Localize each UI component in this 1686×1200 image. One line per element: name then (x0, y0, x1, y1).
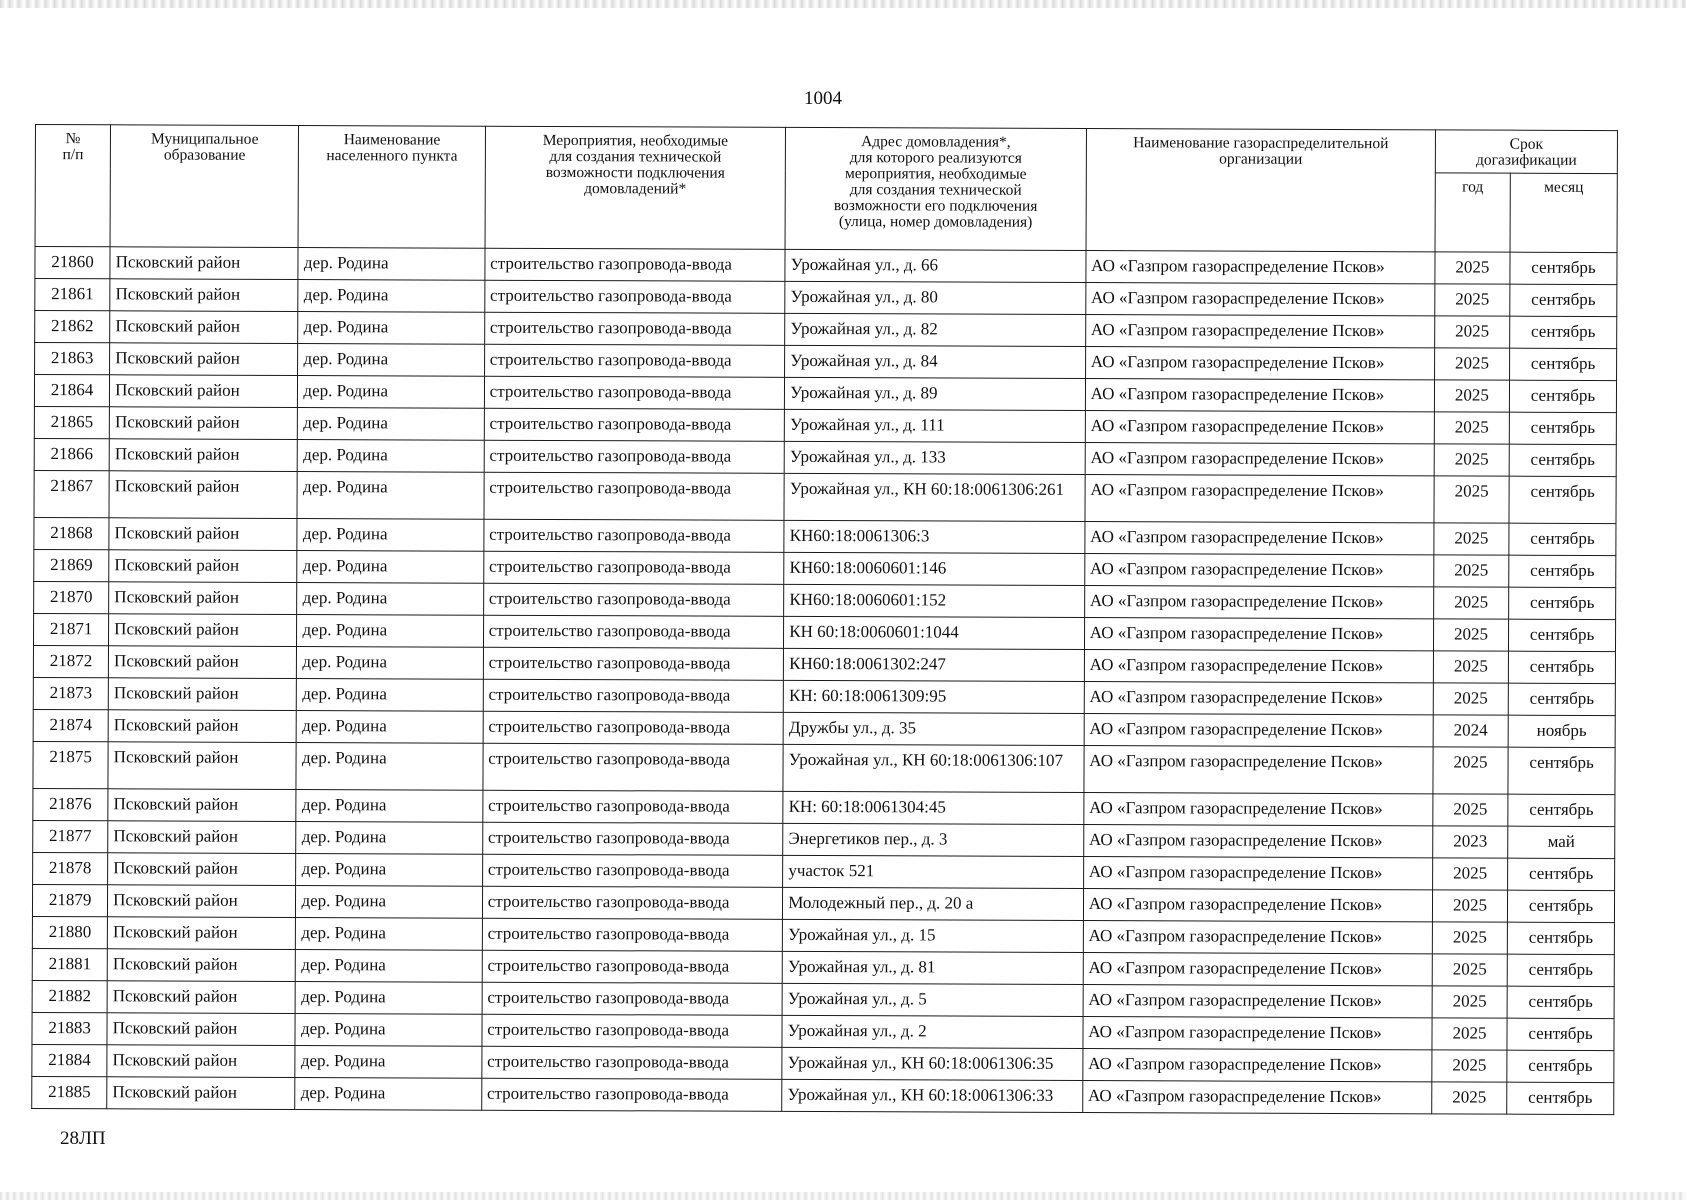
cell-municipality: Псковский район (109, 614, 297, 647)
cell-num: 21884 (32, 1044, 107, 1076)
cell-measure: строительство газопровода-ввода (482, 886, 783, 919)
cell-month: сентябрь (1510, 284, 1617, 316)
cell-address: КН60:18:0061302:247 (784, 648, 1085, 681)
cell-num: 21879 (32, 884, 107, 916)
cell-settlement: дер. Родина (297, 647, 483, 680)
cell-settlement: дер. Родина (297, 583, 483, 616)
cell-municipality: Псковский район (107, 1077, 295, 1110)
cell-year: 2024 (1433, 715, 1508, 747)
cell-settlement: дер. Родина (298, 408, 484, 441)
cell-year: 2025 (1432, 1082, 1507, 1114)
col-header-settlement: Наименование населенного пункта (298, 126, 485, 249)
cell-measure: строительство газопровода-ввода (483, 790, 784, 823)
cell-settlement: дер. Родина (296, 950, 482, 983)
cell-organization: АО «Газпром газораспределение Псков» (1085, 475, 1434, 523)
cell-settlement: дер. Родина (298, 248, 484, 281)
cell-measure: строительство газопровода-ввода (482, 950, 783, 983)
cell-organization: АО «Газпром газораспределение Псков» (1083, 953, 1432, 986)
cell-municipality: Псковский район (108, 821, 296, 854)
cell-month: сентябрь (1507, 954, 1614, 986)
cell-organization: АО «Газпром газораспределение Псков» (1085, 379, 1434, 412)
cell-num: 21881 (32, 948, 107, 980)
cell-num: 21861 (35, 279, 110, 311)
cell-num: 21885 (32, 1076, 107, 1108)
cell-settlement: дер. Родина (297, 472, 483, 520)
scan-edge-bottom (0, 1192, 1686, 1200)
cell-num: 21878 (33, 852, 108, 884)
cell-num: 21872 (33, 645, 108, 677)
cell-address: КН60:18:0060601:152 (784, 584, 1085, 617)
cell-month: сентябрь (1509, 444, 1616, 476)
cell-num: 21868 (34, 517, 109, 549)
cell-num: 21880 (32, 916, 107, 948)
table-body (32, 247, 1617, 1115)
cell-month: сентябрь (1509, 619, 1616, 651)
cell-month: сентябрь (1508, 651, 1615, 683)
cell-year: 2025 (1432, 986, 1507, 1018)
col-header-month: месяц (1510, 174, 1617, 253)
cell-municipality: Псковский район (109, 407, 297, 440)
cell-municipality: Псковский район (107, 1045, 295, 1078)
cell-month: сентябрь (1507, 986, 1614, 1018)
cell-num: 21860 (35, 247, 110, 279)
cell-address: КН 60:18:0060601:1044 (784, 616, 1085, 649)
table-row (34, 470, 1616, 523)
cell-settlement: дер. Родина (295, 1046, 481, 1079)
cell-address: КН: 60:18:0061309:95 (783, 680, 1084, 713)
cell-organization: АО «Газпром газораспределение Псков» (1083, 889, 1432, 922)
cell-month: сентябрь (1508, 794, 1615, 826)
cell-measure: строительство газопровода-ввода (484, 344, 785, 377)
col-header-address: Адрес домовладения*, для которого реализуются мероприятия, необходимые для создания технической возможности его подключения (улица, номер домовладения) (785, 127, 1086, 250)
scan-edge-top (0, 0, 1686, 8)
cell-year: 2025 (1432, 954, 1507, 986)
cell-month: сентябрь (1510, 316, 1617, 348)
cell-year: 2025 (1434, 476, 1509, 523)
cell-address: Урожайная ул., д. 89 (785, 377, 1086, 410)
cell-address: Молодежный пер., д. 20 а (783, 887, 1084, 920)
cell-address: Урожайная ул., д. 2 (782, 1015, 1083, 1048)
cell-address: Урожайная ул., д. 81 (782, 951, 1083, 984)
cell-num: 21874 (33, 709, 108, 741)
cell-year: 2025 (1434, 523, 1509, 555)
cell-organization: АО «Газпром газораспределение Псков» (1083, 1049, 1432, 1082)
cell-address: Урожайная ул., КН 60:18:0061306:261 (784, 473, 1085, 521)
cell-address: Урожайная ул., д. 84 (785, 345, 1086, 378)
cell-settlement: дер. Родина (296, 918, 482, 951)
cell-settlement: дер. Родина (298, 280, 484, 313)
cell-year: 2023 (1433, 826, 1508, 858)
cell-municipality: Псковский район (107, 949, 295, 982)
cell-organization: АО «Газпром газораспределение Псков» (1085, 315, 1434, 348)
cell-address: Урожайная ул., д. 15 (783, 919, 1084, 952)
cell-month: сентябрь (1508, 747, 1615, 794)
cell-address: Урожайная ул., КН 60:18:0061306:35 (782, 1047, 1083, 1080)
cell-municipality: Псковский район (110, 375, 298, 408)
cell-municipality: Псковский район (109, 518, 297, 551)
cell-municipality: Псковский район (110, 247, 298, 280)
cell-num: 21871 (33, 613, 108, 645)
cell-num: 21877 (33, 820, 108, 852)
cell-measure: строительство газопровода-ввода (483, 615, 784, 648)
cell-municipality: Псковский район (108, 710, 296, 743)
cell-municipality: Псковский район (109, 550, 297, 583)
cell-address: Урожайная ул., д. 82 (785, 313, 1086, 346)
cell-year: 2025 (1434, 587, 1509, 619)
cell-address: КН60:18:0060601:146 (784, 552, 1085, 585)
cell-month: сентябрь (1509, 587, 1616, 619)
cell-month: сентябрь (1509, 412, 1616, 444)
cell-address: КН: 60:18:0061304:45 (783, 791, 1084, 824)
cell-organization: АО «Газпром газораспределение Псков» (1085, 522, 1434, 555)
cell-municipality: Псковский район (108, 742, 297, 790)
cell-num: 21863 (35, 343, 110, 375)
cell-organization: АО «Газпром газораспределение Псков» (1086, 283, 1435, 316)
cell-municipality: Псковский район (108, 646, 296, 679)
cell-organization: АО «Газпром газораспределение Псков» (1084, 650, 1433, 683)
cell-settlement: дер. Родина (297, 519, 483, 552)
cell-municipality: Псковский район (107, 917, 295, 950)
cell-organization: АО «Газпром газораспределение Псков» (1083, 921, 1432, 954)
cell-municipality: Псковский район (109, 582, 297, 615)
cell-year: 2025 (1434, 555, 1509, 587)
cell-municipality: Псковский район (109, 439, 297, 472)
col-header-year: год (1435, 173, 1510, 252)
cell-measure: строительство газопровода-ввода (482, 918, 783, 951)
table-row (33, 741, 1615, 794)
cell-settlement: дер. Родина (296, 854, 482, 887)
cell-organization: АО «Газпром газораспределение Псков» (1084, 618, 1433, 651)
cell-settlement: дер. Родина (297, 551, 483, 584)
cell-year: 2025 (1432, 1050, 1507, 1082)
cell-year: 2025 (1433, 794, 1508, 826)
cell-month: сентябрь (1507, 1018, 1614, 1050)
cell-month: сентябрь (1508, 683, 1615, 715)
cell-year: 2025 (1435, 316, 1510, 348)
cell-num: 21876 (33, 788, 108, 820)
cell-year: 2025 (1432, 890, 1507, 922)
cell-year: 2025 (1432, 1018, 1507, 1050)
cell-num: 21869 (34, 549, 109, 581)
cell-address: Урожайная ул., д. 133 (784, 441, 1085, 474)
cell-measure: строительство газопровода-ввода (483, 711, 784, 744)
cell-settlement: дер. Родина (296, 822, 482, 855)
cell-measure: строительство газопровода-ввода (485, 248, 786, 281)
cell-organization: АО «Газпром газораспределение Псков» (1082, 1081, 1431, 1114)
cell-measure: строительство газопровода-ввода (483, 679, 784, 712)
cell-address: Урожайная ул., КН 60:18:0061306:107 (783, 744, 1084, 792)
cell-measure: строительство газопровода-ввода (482, 1046, 783, 1079)
col-header-deadline: Срок догазификации (1435, 130, 1617, 174)
cell-address: Урожайная ул., д. 5 (782, 983, 1083, 1016)
cell-measure: строительство газопровода-ввода (484, 440, 785, 473)
cell-measure: строительство газопровода-ввода (484, 376, 785, 409)
cell-measure: строительство газопровода-ввода (482, 822, 783, 855)
cell-year: 2025 (1435, 252, 1510, 284)
cell-municipality: Псковский район (107, 981, 295, 1014)
cell-month: сентябрь (1508, 858, 1615, 890)
cell-year: 2025 (1435, 284, 1510, 316)
cell-organization: АО «Газпром газораспределение Псков» (1084, 793, 1433, 826)
cell-address: Урожайная ул., д. 111 (785, 409, 1086, 442)
cell-month: сентябрь (1509, 476, 1616, 523)
cell-num: 21883 (32, 1012, 107, 1044)
cell-organization: АО «Газпром газораспределение Псков» (1084, 554, 1433, 587)
cell-address: участок 521 (783, 855, 1084, 888)
col-header-num: № п/п (35, 125, 111, 247)
cell-municipality: Псковский район (108, 678, 296, 711)
page-number: 1004 (804, 88, 842, 109)
cell-municipality: Псковский район (110, 343, 298, 376)
cell-municipality: Псковский район (107, 1013, 295, 1046)
cell-organization: АО «Газпром газораспределение Псков» (1083, 985, 1432, 1018)
cell-num: 21865 (34, 406, 109, 438)
footer-code: 28ЛП (60, 1128, 106, 1149)
cell-municipality: Псковский район (110, 311, 298, 344)
cell-year: 2025 (1432, 858, 1507, 890)
cell-month: сентябрь (1507, 1050, 1614, 1082)
cell-municipality: Псковский район (108, 789, 296, 822)
cell-measure: строительство газопровода-ввода (483, 743, 784, 791)
table-row (32, 1076, 1614, 1114)
cell-measure: строительство газопровода-ввода (482, 982, 783, 1015)
cell-settlement: дер. Родина (298, 376, 484, 409)
cell-measure: строительство газопровода-ввода (484, 312, 785, 345)
cell-address: Энергетиков пер., д. 3 (783, 823, 1084, 856)
cell-month: май (1508, 826, 1615, 858)
cell-address: Дружбы ул., д. 35 (783, 712, 1084, 745)
cell-settlement: дер. Родина (296, 743, 482, 791)
cell-address: Урожайная ул., д. 80 (785, 281, 1086, 314)
cell-month: ноябрь (1508, 715, 1615, 747)
cell-settlement: дер. Родина (298, 344, 484, 377)
cell-municipality: Псковский район (109, 471, 298, 519)
cell-num: 21873 (33, 677, 108, 709)
cell-organization: АО «Газпром газораспределение Псков» (1084, 746, 1433, 794)
cell-year: 2025 (1432, 922, 1507, 954)
cell-organization: АО «Газпром газораспределение Псков» (1086, 251, 1435, 284)
cell-municipality: Псковский район (108, 885, 296, 918)
cell-organization: АО «Газпром газораспределение Псков» (1084, 682, 1433, 715)
cell-measure: строительство газопровода-ввода (482, 1014, 783, 1047)
cell-measure: строительство газопровода-ввода (484, 472, 785, 520)
cell-organization: АО «Газпром газораспределение Псков» (1084, 714, 1433, 747)
cell-month: сентябрь (1509, 523, 1616, 555)
cell-year: 2025 (1434, 348, 1509, 380)
cell-measure: строительство газопровода-ввода (484, 519, 785, 552)
cell-organization: АО «Газпром газораспределение Псков» (1084, 586, 1433, 619)
col-header-measures: Мероприятия, необходимые для создания технической возможности подключения домовладений* (485, 126, 786, 249)
cell-measure: строительство газопровода-ввода (483, 583, 784, 616)
cell-organization: АО «Газпром газораспределение Псков» (1085, 411, 1434, 444)
cell-month: сентябрь (1507, 890, 1614, 922)
col-header-municipality: Муниципальное образование (110, 125, 299, 248)
cell-address: Урожайная ул., КН 60:18:0061306:33 (782, 1079, 1083, 1112)
cell-num: 21867 (34, 470, 109, 517)
cell-num: 21864 (34, 375, 109, 407)
cell-organization: АО «Газпром газораспределение Псков» (1085, 347, 1434, 380)
gasification-table (31, 124, 1618, 1115)
cell-municipality: Псковский район (110, 279, 298, 312)
cell-month: сентябрь (1507, 922, 1614, 954)
cell-settlement: дер. Родина (297, 711, 483, 744)
cell-year: 2025 (1434, 380, 1509, 412)
cell-settlement: дер. Родина (298, 440, 484, 473)
cell-measure: строительство газопровода-ввода (482, 854, 783, 887)
cell-organization: АО «Газпром газораспределение Псков» (1085, 443, 1434, 476)
cell-measure: строительство газопровода-ввода (483, 551, 784, 584)
cell-organization: АО «Газпром газораспределение Псков» (1083, 825, 1432, 858)
cell-num: 21875 (33, 741, 108, 788)
cell-month: сентябрь (1509, 555, 1616, 587)
cell-measure: строительство газопровода-ввода (483, 647, 784, 680)
cell-month: сентябрь (1510, 348, 1617, 380)
cell-num: 21866 (34, 438, 109, 470)
cell-month: сентябрь (1509, 380, 1616, 412)
cell-settlement: дер. Родина (296, 886, 482, 919)
cell-num: 21870 (34, 581, 109, 613)
col-header-organization: Наименование газораспределительной организации (1086, 129, 1436, 252)
cell-settlement: дер. Родина (295, 1014, 481, 1047)
cell-year: 2025 (1433, 651, 1508, 683)
cell-settlement: дер. Родина (295, 1078, 481, 1111)
cell-measure: строительство газопровода-ввода (484, 280, 785, 313)
cell-settlement: дер. Родина (297, 679, 483, 712)
cell-num: 21862 (35, 311, 110, 343)
cell-settlement: дер. Родина (297, 615, 483, 648)
cell-settlement: дер. Родина (296, 982, 482, 1015)
cell-settlement: дер. Родина (298, 312, 484, 345)
cell-measure: строительство газопровода-ввода (481, 1078, 782, 1111)
cell-municipality: Псковский район (108, 853, 296, 886)
cell-year: 2025 (1434, 412, 1509, 444)
cell-year: 2025 (1433, 619, 1508, 651)
cell-settlement: дер. Родина (296, 790, 482, 823)
cell-measure: строительство газопровода-ввода (484, 408, 785, 441)
cell-num: 21882 (32, 980, 107, 1012)
cell-month: сентябрь (1507, 1082, 1614, 1114)
cell-organization: АО «Газпром газораспределение Псков» (1083, 857, 1432, 890)
cell-year: 2025 (1433, 683, 1508, 715)
cell-year: 2025 (1433, 747, 1508, 794)
cell-organization: АО «Газпром газораспределение Псков» (1083, 1017, 1432, 1050)
cell-address: КН60:18:0061306:3 (784, 520, 1085, 553)
cell-address: Урожайная ул., д. 66 (785, 249, 1086, 282)
cell-year: 2025 (1434, 444, 1509, 476)
cell-month: сентябрь (1510, 252, 1617, 284)
